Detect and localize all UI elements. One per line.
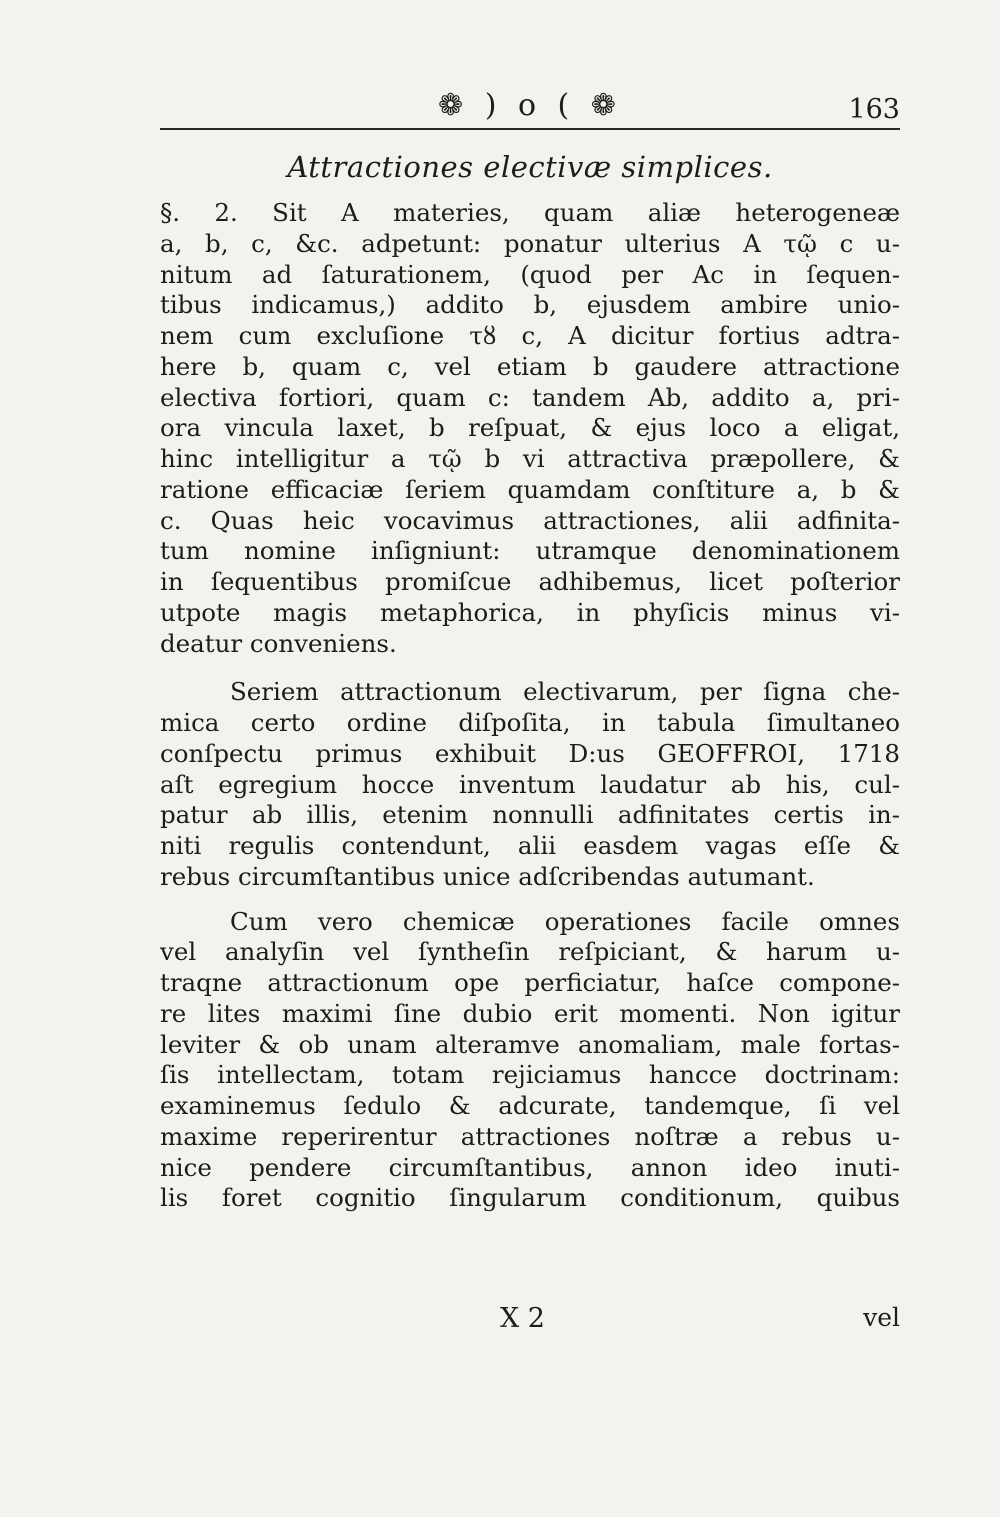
text-line: nitum ad ſaturationem, (quod per Ac in ſequen- xyxy=(160,259,900,289)
text-line: tibus indicamus,) addito b, ejusdem ambire unio- xyxy=(160,290,900,320)
text-line: c. Quas heic vocavimus attractiones, alii adfinita- xyxy=(160,505,900,535)
text-line: nem cum excluſione τȣ c, A dicitur fortius adtra- xyxy=(160,321,900,350)
text-line: hinc intelligitur a τῷ b vi attractiva præpollere, & xyxy=(160,444,900,473)
paragraph xyxy=(160,677,900,892)
text-line: vel analyſin vel ſyntheſin reſpiciant, & harum u- xyxy=(160,937,900,967)
text-line: rebus circumſtantibus unice adſcribendas autumant. xyxy=(160,861,815,891)
text-line: lis foret cognitio ſingularum conditionum, quibus xyxy=(160,1183,900,1213)
text-line: in ſequentibus promiſcue adhibemus, licet poſterior xyxy=(160,567,900,596)
text-line: ratione efficaciæ ſeriem quamdam conſtiture a, b & xyxy=(160,474,900,504)
text-line: nice pendere circumſtantibus, annon ideo inuti- xyxy=(160,1152,900,1182)
text-line: §. 2. Sit A materies, quam aliæ heterogeneæ xyxy=(160,198,900,227)
running-head xyxy=(160,82,900,130)
text-line: ſis intellectam, totam rejiciamus hancce doctrinam: xyxy=(160,1060,900,1090)
text-line: a, b, c, &c. adpetunt: ponatur ulterius A τῷ c u- xyxy=(160,228,900,258)
text-line: examinemus ſedulo & adcurate, tandemque, ſi vel xyxy=(160,1091,900,1120)
text-line: electiva fortiori, quam c: tandem Ab, addito a, pri- xyxy=(160,382,900,412)
signature-mark: X 2 xyxy=(500,1303,545,1334)
section-title: Attractiones electivæ simplices. xyxy=(287,150,773,184)
header-ornament: ❁ ) o ( ❁ xyxy=(438,88,622,123)
text-line: traqne attractionum ope perficiatur, haſce compone- xyxy=(160,968,900,997)
paragraph xyxy=(160,907,900,1215)
text-line: patur ab illis, etenim nonnulli adfinitates certis in- xyxy=(160,800,900,830)
page-footer xyxy=(160,1303,900,1343)
body-text xyxy=(160,198,900,1214)
text-line: conſpectu primus exhibuit D:us GEOFFROI, 1718 xyxy=(160,738,900,768)
catchword: vel xyxy=(863,1303,900,1332)
text-line: Seriem attractionum electivarum, per ſigna che- xyxy=(230,677,900,707)
text-line: mica certo ordine diſpoſita, in tabula ſimultaneo xyxy=(160,708,900,737)
paragraph xyxy=(160,198,900,659)
text-line: utpote magis metaphorica, in phyſicis minus vi- xyxy=(160,597,900,627)
text-line: re lites maximi ſine dubio erit momenti. Non igitur xyxy=(160,998,900,1028)
text-line: Cum vero chemicæ operationes facile omnes xyxy=(230,906,900,936)
text-line: maxime reperirentur attractiones noſtræ a rebus u- xyxy=(160,1121,900,1151)
text-line: here b, quam c, vel etiam b gaudere attractione xyxy=(160,351,900,381)
text-line: niti regulis contendunt, alii easdem vagas eſſe & xyxy=(160,831,900,860)
text-line: deatur conveniens. xyxy=(160,628,397,658)
text-line: leviter & ob unam alteramve anomaliam, male fortas- xyxy=(160,1029,900,1059)
page-number: 163 xyxy=(848,94,900,125)
text-line: ora vincula laxet, b reſpuat, & ejus loco a eligat, xyxy=(160,413,900,443)
text-line: aſt egregium hocce inventum laudatur ab his, cul- xyxy=(160,769,900,799)
text-line: tum nomine inſigniunt: utramque denominationem xyxy=(160,536,900,566)
